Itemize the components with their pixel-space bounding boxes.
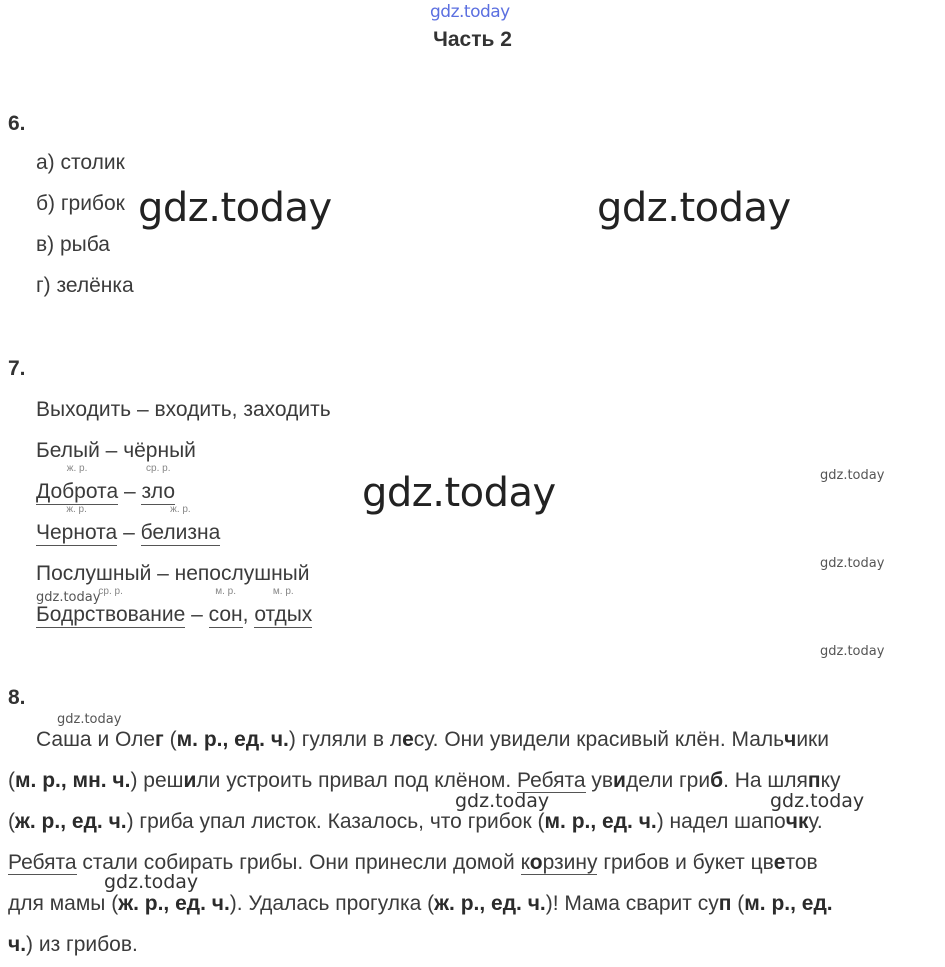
watermark-medium: gdz.today [455,790,550,812]
watermark-small: gdz.today [36,590,101,605]
exercise-7-line-1: Выходить – входить, заходить [36,398,331,421]
exercise-8-line-5: для мамы (ж. р., ед. ч.). Удалась прогулка (ж. р., ед. ч.)! Мама сварит суп (м. р., ед. [8,892,833,915]
exercise-7-line-6: ср. р. Бодрствование – м. р. сон, м. р. отдых [36,586,313,626]
watermark-small: gdz.today [820,556,885,571]
exercise-7-line-2: Белый – чёрный [36,439,196,462]
word-underlined: ср. р. Бодрствование [36,586,186,626]
exercise-8-line-4: Ребята стали собирать грибы. Они принесли домой корзину грибов и букет цветов [8,851,818,874]
exercise-7-line-5: Послушный – непослушный [36,562,310,585]
gender-label: ср. р. [146,463,171,474]
exercise-8-line-6: ч.) из грибов. [8,933,138,956]
exercise-6-number: 6. [8,112,26,135]
watermark-small: gdz.today [820,468,885,483]
exercise-7-number: 7. [8,357,26,380]
watermark-large: gdz.today [362,470,556,516]
exercise-6-item-c: в) рыба [36,233,110,256]
word-underlined: ср. р. зло [141,463,176,503]
exercise-8-line-2: (м. р., мн. ч.) решили устроить привал под клёном. Ребята увидели гриб. На шляпку [8,769,841,792]
word-underlined: м. р. отдых [254,586,313,626]
gender-label: м. р. [215,586,237,597]
gender-label: ж. р. [66,504,87,515]
word-underlined: ж. р. белизна [140,504,221,544]
gender-label: м. р. [272,586,294,597]
word-underlined: м. р. сон [208,586,243,626]
watermark-medium: gdz.today [104,871,199,893]
watermark-large: gdz.today [138,185,332,231]
watermark-medium: gdz.today [770,790,865,812]
exercise-6-item-b: б) грибок [36,192,125,215]
exercise-8-line-1: Саша и Олег (м. р., ед. ч.) гуляли в лесу. Они увидели красивый клён. Мальчики [36,728,829,751]
exercise-6-item-a: а) столик [36,151,125,174]
gender-label: ж. р. [66,463,88,474]
word-underlined: ж. р. Доброта [36,463,119,503]
watermark-small: gdz.today [57,712,122,727]
gender-label: ср. р. [98,586,123,597]
exercise-7-line-3: ж. р. Доброта – ср. р. зло [36,463,176,503]
page-title: Часть 2 [433,28,512,51]
exercise-7-line-4: ж. р. Чернота – ж. р. белизна [36,504,221,544]
exercise-8-line-3: (ж. р., ед. ч.) гриба упал листок. Казалось, что грибок (м. р., ед. ч.) надел шапочку. [8,810,823,833]
watermark-large: gdz.today [597,185,791,231]
exercise-6-item-d: г) зелёнка [36,274,134,297]
watermark-small: gdz.today [820,644,885,659]
header-watermark: gdz.today [430,2,510,22]
gender-label: ж. р. [170,504,191,515]
exercise-8-number: 8. [8,686,26,709]
word-underlined: ж. р. Чернота [36,504,118,544]
